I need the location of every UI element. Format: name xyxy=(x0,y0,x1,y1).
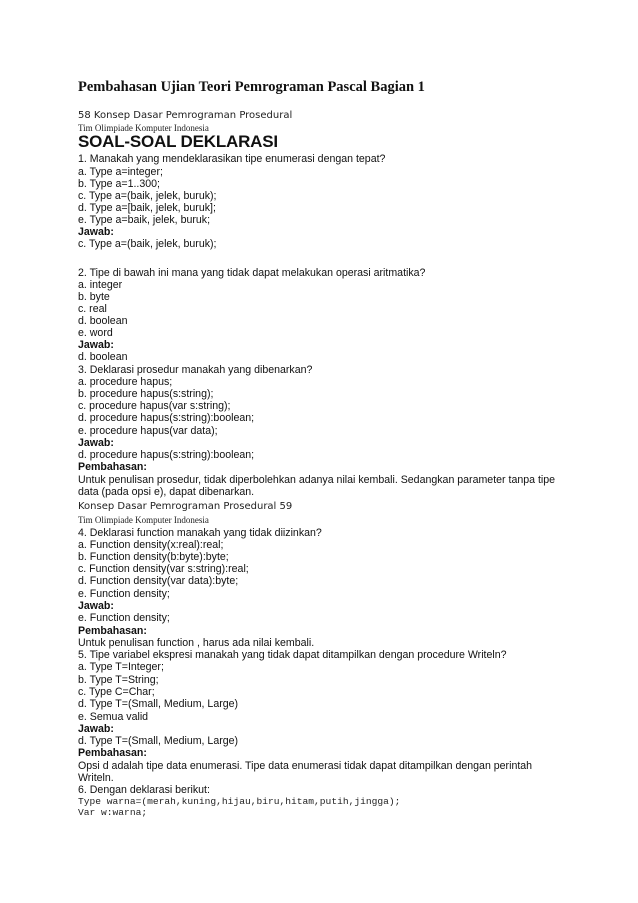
option-a: a. Type a=integer; xyxy=(78,166,163,178)
answer-label: Jawab: xyxy=(78,723,114,735)
option-d: d. Type T=(Small, Medium, Large) xyxy=(78,698,239,710)
option-e: e. word xyxy=(78,327,113,339)
team-name: Tim Olimpiade Komputer Indonesia xyxy=(78,515,209,525)
question-3: 3. Deklarasi prosedur manakah yang dibenarkan? xyxy=(78,364,313,376)
answer-text: d. boolean xyxy=(78,351,128,363)
option-d: d. procedure hapus(s:string):boolean; xyxy=(78,412,255,424)
answer-label: Jawab: xyxy=(78,437,114,449)
question-5: 5. Tipe variabel ekspresi manakah yang tidak dapat ditampilkan dengan procedure Writeln? xyxy=(78,649,507,661)
document-title: Pembahasan Ujian Teori Pemrograman Pascal Bagian 1 xyxy=(78,79,425,95)
option-c: c. procedure hapus(var s:string); xyxy=(78,400,231,412)
discussion-label: Pembahasan: xyxy=(78,747,147,759)
question-6: 6. Dengan deklarasi berikut: xyxy=(78,784,210,796)
answer-text: c. Type a=(baik, jelek, buruk); xyxy=(78,238,217,250)
discussion-text: Untuk penulisan prosedur, tidak diperbolehkan adanya nilai kembali. Sedangkan parameter tanpa tipe xyxy=(78,474,556,486)
code-line: Var w:warna; xyxy=(78,807,148,818)
discussion-label: Pembahasan: xyxy=(78,625,147,637)
discussion-text: Opsi d adalah tipe data enumerasi. Tipe data enumerasi tidak dapat ditampilkan dengan perintah xyxy=(78,760,533,772)
option-b: b. Type a=1..300; xyxy=(78,178,160,190)
option-b: b. byte xyxy=(78,291,110,303)
code-line: Type warna=(merah,kuning,hijau,biru,hitam,putih,jingga); xyxy=(78,796,401,807)
discussion-label: Pembahasan: xyxy=(78,461,147,473)
option-e: e. Function density; xyxy=(78,588,170,600)
option-c: c. Type C=Char; xyxy=(78,686,155,698)
team-name: Tim Olimpiade Komputer Indonesia xyxy=(78,123,209,133)
option-d: d. boolean xyxy=(78,315,128,327)
option-e: e. procedure hapus(var data); xyxy=(78,425,218,437)
option-a: a. Type T=Integer; xyxy=(78,661,164,673)
option-c: c. Function density(var s:string):real; xyxy=(78,563,249,575)
option-d: d. Type a=[baik, jelek, buruk]; xyxy=(78,202,216,214)
option-b: b. procedure hapus(s:string); xyxy=(78,388,214,400)
answer-label: Jawab: xyxy=(78,600,114,612)
option-d: d. Function density(var data):byte; xyxy=(78,575,239,587)
option-b: b. Function density(b:byte):byte; xyxy=(78,551,229,563)
answer-label: Jawab: xyxy=(78,339,114,351)
discussion-text: Writeln. xyxy=(78,772,114,784)
answer-text: d. procedure hapus(s:string):boolean; xyxy=(78,449,255,461)
option-e: e. Type a=baik, jelek, buruk; xyxy=(78,214,211,226)
option-a: a. procedure hapus; xyxy=(78,376,173,388)
option-c: c. Type a=(baik, jelek, buruk); xyxy=(78,190,217,202)
page-header: 58 Konsep Dasar Pemrograman Prosedural xyxy=(78,110,293,121)
option-b: b. Type T=String; xyxy=(78,674,159,686)
answer-text: e. Function density; xyxy=(78,612,170,624)
question-4: 4. Deklarasi function manakah yang tidak diizinkan? xyxy=(78,527,322,539)
answer-text: d. Type T=(Small, Medium, Large) xyxy=(78,735,239,747)
option-e: e. Semua valid xyxy=(78,711,149,723)
section-title: SOAL-SOAL DEKLARASI xyxy=(78,132,278,151)
option-a: a. Function density(x:real):real; xyxy=(78,539,224,551)
question-2: 2. Tipe di bawah ini mana yang tidak dapat melakukan operasi aritmatika? xyxy=(78,267,426,279)
answer-label: Jawab: xyxy=(78,226,114,238)
discussion-text: data (pada opsi e), dapat dibenarkan. xyxy=(78,486,255,498)
option-a: a. integer xyxy=(78,279,123,291)
question-1: 1. Manakah yang mendeklarasikan tipe enumerasi dengan tepat? xyxy=(78,153,386,165)
discussion-text: Untuk penulisan function , harus ada nilai kembali. xyxy=(78,637,315,649)
option-c: c. real xyxy=(78,303,107,315)
page-header: Konsep Dasar Pemrograman Prosedural 59 xyxy=(78,501,293,512)
